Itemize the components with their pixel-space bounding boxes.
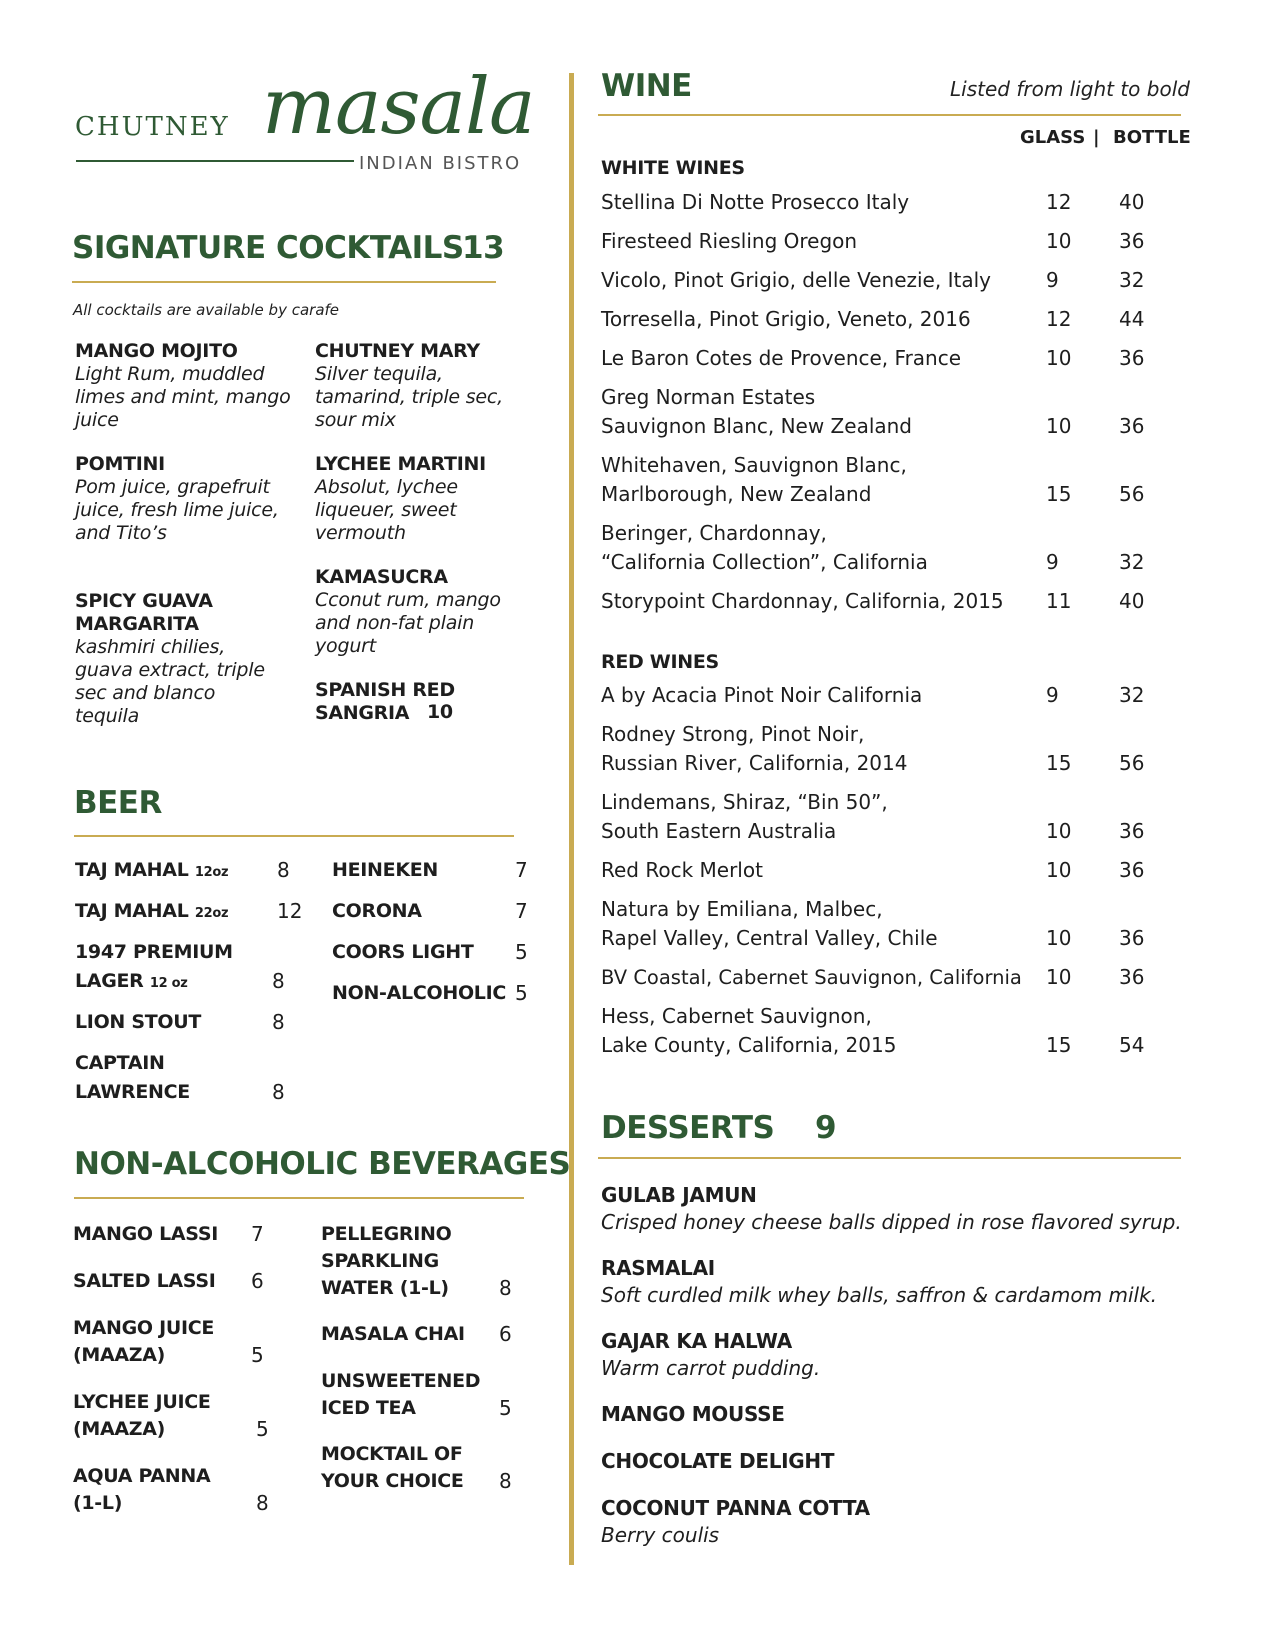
beverage-item: UNSWEETENED: [321, 1370, 481, 1392]
cocktail-desc: Silver tequila, tamarind, triple sec, sour mix: [315, 363, 503, 431]
beverage-item: MASALA CHAI: [321, 1323, 465, 1345]
cocktails-title: SIGNATURE COCKTAILS: [72, 230, 464, 266]
beer-price: 7: [515, 899, 528, 923]
bottle-column-header: BOTTLE: [1113, 127, 1191, 148]
wine-name: Whitehaven, Sauvignon Blanc,: [601, 453, 907, 477]
wine-bottle-price: 40: [1119, 190, 1145, 214]
wine-name: Rodney Strong, Pinot Noir,: [601, 722, 865, 746]
beverage-item: AQUA PANNA: [73, 1465, 211, 1487]
beer-title: BEER: [74, 785, 162, 821]
wine-glass-price: 10: [1046, 965, 1072, 989]
beer-item: LION STOUT: [75, 1011, 202, 1033]
nonalc-rule: [74, 1197, 524, 1199]
wine-name: Le Baron Cotes de Provence, France: [601, 346, 962, 370]
wine-glass-price: 9: [1046, 683, 1059, 707]
beer-item: NON-ALCOHOLIC: [332, 982, 507, 1004]
cocktail-name: LYCHEE MARTINI: [315, 453, 486, 475]
cocktails-note: All cocktails are available by carafe: [73, 301, 340, 319]
beer-price: 7: [515, 858, 528, 882]
cocktails-rule: [72, 281, 496, 283]
cocktail-item: [75, 340, 300, 432]
wine-bottle-price: 36: [1119, 414, 1145, 438]
glass-column-header: GLASS: [1020, 127, 1086, 148]
beverage-item: YOUR CHOICE: [321, 1470, 464, 1492]
wine-bottle-price: 40: [1119, 589, 1145, 613]
column-separator: |: [1093, 127, 1100, 148]
beer-price: 12: [277, 899, 303, 923]
dessert-name: MANGO MOUSSE: [601, 1402, 785, 1426]
cocktail-desc: Light Rum, muddled limes and mint, mango juice: [75, 363, 291, 431]
nonalc-title: NON-ALCOHOLIC BEVERAGES: [74, 1146, 571, 1182]
wine-bottle-price: 36: [1119, 229, 1145, 253]
beverage-price: 8: [256, 1491, 269, 1515]
wine-glass-price: 9: [1046, 268, 1059, 292]
wine-glass-price: 10: [1046, 819, 1072, 843]
beer-size: 12oz: [194, 865, 229, 880]
wine-glass-price: 12: [1046, 307, 1072, 331]
dessert-name: GAJAR KA HALWA: [601, 1329, 792, 1353]
dessert-desc: Berry coulis: [601, 1523, 720, 1547]
cocktail-item: [75, 453, 300, 545]
wine-bottle-price: 56: [1119, 482, 1145, 506]
cocktail-name: KAMASUCRA: [315, 566, 448, 588]
wine-bottle-price: 54: [1119, 1033, 1145, 1057]
beer-item: COORS LIGHT: [332, 941, 474, 963]
beer-item: [75, 967, 187, 998]
wine-name: Torresella, Pinot Grigio, Veneto, 2016: [601, 307, 971, 331]
wine-bottle-price: 36: [1119, 346, 1145, 370]
cocktail-item: [315, 340, 530, 432]
wine-name-line2: Sauvignon Blanc, New Zealand: [601, 414, 913, 438]
beverage-item: WATER (1-L): [321, 1277, 449, 1299]
beer-item: [75, 897, 228, 928]
wine-glass-price: 10: [1046, 229, 1072, 253]
beverage-item: MANGO JUICE: [73, 1317, 215, 1339]
wine-glass-price: 15: [1046, 1033, 1072, 1057]
beverage-item: MANGO LASSI: [73, 1223, 218, 1245]
beverage-price: 5: [256, 1417, 269, 1441]
cocktail-item: [315, 566, 525, 658]
wine-name: Greg Norman Estates: [601, 385, 816, 409]
beverage-item: ICED TEA: [321, 1397, 416, 1419]
wine-bottle-price: 32: [1119, 683, 1145, 707]
beverage-item: SALTED LASSI: [73, 1270, 216, 1292]
beverage-price: 8: [499, 1276, 512, 1300]
sangria-price: 10: [427, 701, 453, 723]
desserts-title: DESSERTS: [601, 1110, 775, 1146]
dessert-name: CHOCOLATE DELIGHT: [601, 1449, 835, 1473]
beverage-item: MOCKTAIL OF: [321, 1443, 463, 1465]
beer-price: 8: [277, 858, 290, 882]
wine-bottle-price: 36: [1119, 858, 1145, 882]
wine-name-line2: Marlborough, New Zealand: [601, 482, 872, 506]
wine-glass-price: 11: [1046, 589, 1072, 613]
beverage-item: PELLEGRINO: [321, 1223, 452, 1245]
wine-bottle-price: 44: [1119, 307, 1145, 331]
beverage-item: SPARKLING: [321, 1250, 439, 1272]
beer-name: TAJ MAHAL: [75, 900, 189, 922]
beverage-item: LYCHEE JUICE: [73, 1391, 211, 1413]
wine-name-line2: South Eastern Australia: [601, 819, 837, 843]
cocktail-name: CHUTNEY MARY: [315, 340, 480, 362]
beer-size: 12 oz: [149, 976, 188, 991]
beer-size: 22oz: [194, 906, 229, 921]
beer-price: 8: [272, 1080, 285, 1104]
beer-item: 1947 PREMIUM: [75, 941, 233, 963]
wine-title: WINE: [601, 68, 692, 104]
wine-bottle-price: 56: [1119, 751, 1145, 775]
white-wines-title: WHITE WINES: [601, 157, 745, 179]
logo-masala-script: masala: [262, 62, 535, 152]
beer-price: 8: [272, 969, 285, 993]
dessert-name: GULAB JAMUN: [601, 1183, 757, 1207]
wine-glass-price: 10: [1046, 414, 1072, 438]
dessert-name: COCONUT PANNA COTTA: [601, 1496, 870, 1520]
column-divider: [569, 73, 574, 1565]
beverage-price: 6: [499, 1322, 512, 1346]
beer-item: CORONA: [332, 900, 422, 922]
wine-bottle-price: 32: [1119, 550, 1145, 574]
cocktail-name: SPANISH RED SANGRIA: [315, 679, 455, 724]
wine-glass-price: 12: [1046, 190, 1072, 214]
logo-subtitle: INDIAN BISTRO: [359, 153, 522, 174]
beer-price: 5: [515, 981, 528, 1005]
dessert-desc: Warm carrot pudding.: [601, 1356, 821, 1380]
cocktail-desc: Pom juice, grapefruit juice, fresh lime juice, and Tito’s: [75, 476, 279, 544]
beverage-price: 7: [251, 1222, 264, 1246]
wine-name: Storypoint Chardonnay, California, 2015: [601, 589, 1004, 613]
cocktail-item: [75, 590, 280, 728]
beverage-item: (MAAZA): [73, 1418, 166, 1440]
red-wines-title: RED WINES: [601, 651, 719, 673]
beer-item: CAPTAIN: [75, 1052, 165, 1074]
beverage-price: 8: [499, 1469, 512, 1493]
dessert-desc: Crisped honey cheese balls dipped in rose flavored syrup.: [601, 1210, 1182, 1234]
wine-bottle-price: 32: [1119, 268, 1145, 292]
wine-glass-price: 10: [1046, 926, 1072, 950]
beer-price: 5: [515, 940, 528, 964]
wine-bottle-price: 36: [1119, 819, 1145, 843]
beer-item: HEINEKEN: [332, 859, 439, 881]
wine-name: Beringer, Chardonnay,: [601, 521, 827, 545]
wine-note: Listed from light to bold: [950, 77, 1190, 101]
wine-glass-price: 9: [1046, 550, 1059, 574]
wine-name: Stellina Di Notte Prosecco Italy: [601, 190, 910, 214]
wine-glass-price: 10: [1046, 858, 1072, 882]
dessert-name: RASMALAI: [601, 1256, 715, 1280]
wine-name: Firesteed Riesling Oregon: [601, 229, 858, 253]
cocktail-name: SPICY GUAVA MARGARITA: [75, 590, 213, 635]
beer-item: LAWRENCE: [75, 1081, 190, 1103]
desserts-rule: [598, 1157, 1181, 1159]
cocktail-desc: Cconut rum, mango and non-fat plain yogurt: [315, 589, 501, 657]
wine-name-line2: Russian River, California, 2014: [601, 751, 908, 775]
beverage-price: 5: [251, 1343, 264, 1367]
beer-name: LAGER: [75, 970, 144, 992]
wine-glass-price: 10: [1046, 346, 1072, 370]
cocktails-price: 13: [462, 230, 505, 266]
logo-chutney-text: CHUTNEY: [75, 112, 230, 142]
beer-price: 8: [272, 1010, 285, 1034]
wine-bottle-price: 36: [1119, 965, 1145, 989]
wine-rule: [598, 114, 1181, 116]
beverage-item: (1-L): [73, 1492, 123, 1514]
wine-name: Lindemans, Shiraz, “Bin 50”,: [601, 790, 888, 814]
wine-name: Hess, Cabernet Sauvignon,: [601, 1004, 872, 1028]
beverage-price: 6: [251, 1269, 264, 1293]
beer-item: [75, 856, 228, 887]
cocktail-name: POMTINI: [75, 453, 165, 475]
wine-bottle-price: 36: [1119, 926, 1145, 950]
wine-name: A by Acacia Pinot Noir California: [601, 683, 923, 707]
beverage-item: (MAAZA): [73, 1344, 166, 1366]
wine-name-line2: Lake County, California, 2015: [601, 1033, 897, 1057]
logo-underline: [76, 160, 354, 162]
dessert-desc: Soft curdled milk whey balls, saffron & cardamom milk.: [601, 1283, 1158, 1307]
cocktail-name: MANGO MOJITO: [75, 340, 238, 362]
wine-name: Natura by Emiliana, Malbec,: [601, 897, 883, 921]
desserts-price: 9: [815, 1110, 837, 1146]
cocktail-desc: kashmiri chilies, guava extract, triple sec and blanco tequila: [75, 636, 265, 727]
beer-rule: [74, 835, 514, 837]
wine-name-line2: Rapel Valley, Central Valley, Chile: [601, 926, 938, 950]
wine-name-line2: “California Collection”, California: [601, 550, 928, 574]
wine-glass-price: 15: [1046, 482, 1072, 506]
beverage-price: 5: [499, 1396, 512, 1420]
beer-name: TAJ MAHAL: [75, 859, 189, 881]
wine-name: Vicolo, Pinot Grigio, delle Venezie, Italy: [601, 268, 991, 292]
wine-name: BV Coastal, Cabernet Sauvignon, California: [601, 966, 1022, 989]
wine-name: Red Rock Merlot: [601, 858, 763, 882]
cocktail-desc: Absolut, lychee liqueuer, sweet vermouth: [315, 476, 458, 544]
wine-glass-price: 15: [1046, 751, 1072, 775]
cocktail-item: [315, 453, 525, 545]
